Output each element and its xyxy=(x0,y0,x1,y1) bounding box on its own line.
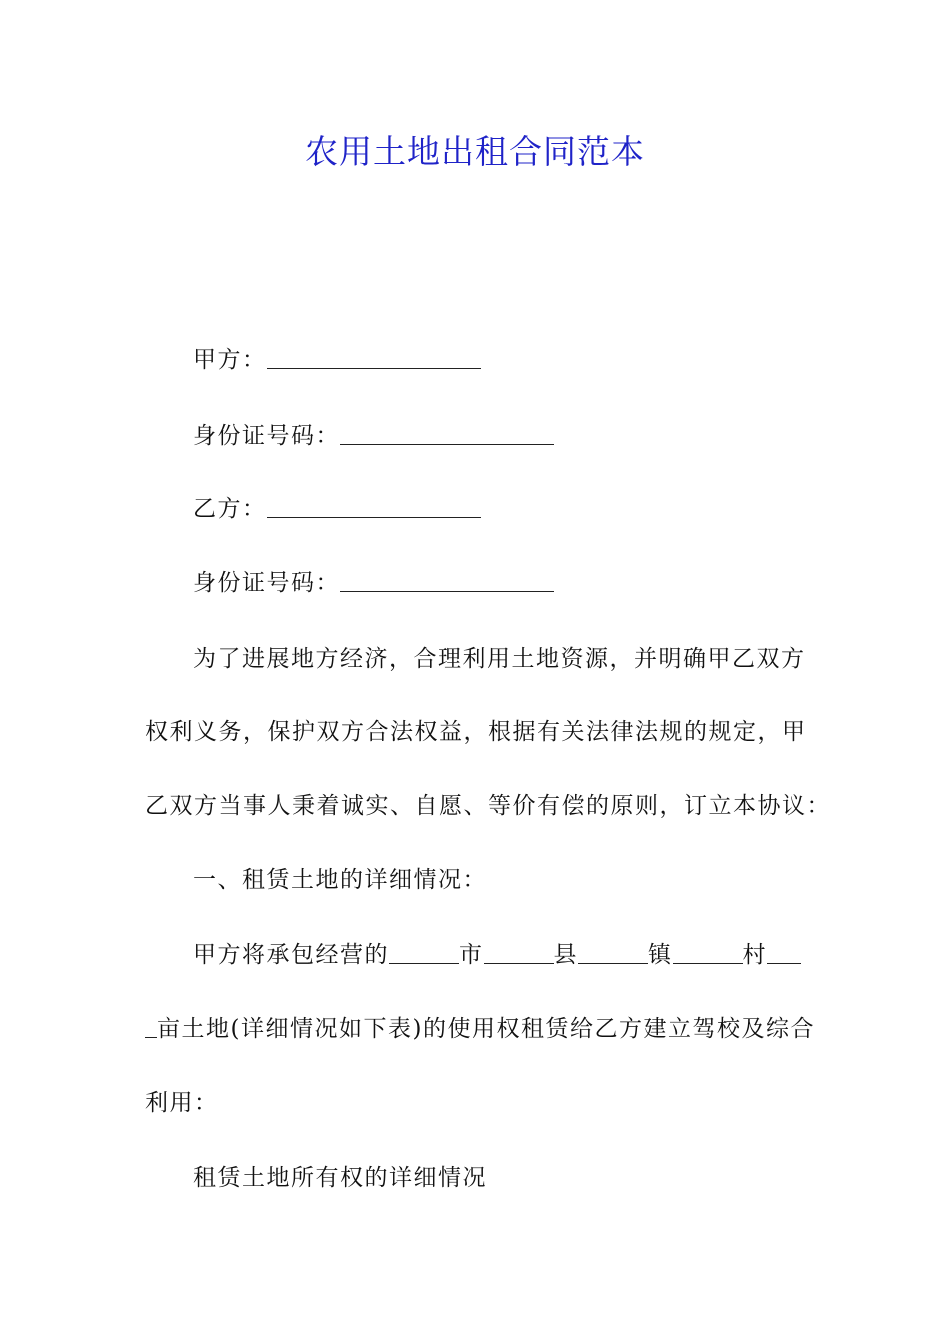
party-a-id-blank xyxy=(340,443,554,445)
party-a-label: 甲方： xyxy=(193,347,267,373)
section-1-heading: 一、租赁土地的详细情况： xyxy=(193,867,487,893)
table-caption: 租赁土地所有权的详细情况 xyxy=(193,1165,487,1191)
section-1-line-1 xyxy=(193,938,805,972)
county-blank xyxy=(484,962,554,964)
section-1-part1: 甲方将承包经营的 xyxy=(193,942,389,968)
preamble-line-1: 为了进展地方经济，合理利用土地资源，并明确甲乙双方 xyxy=(193,646,806,672)
village-label: 村 xyxy=(742,942,767,968)
party-a-blank xyxy=(267,367,481,369)
section-1-line-2 xyxy=(145,1012,815,1046)
party-b-id-label: 身份证号码： xyxy=(193,570,340,596)
county-label: 县 xyxy=(553,942,578,968)
party-b-field xyxy=(193,492,805,526)
party-a-id-label: 身份证号码： xyxy=(193,423,340,449)
party-b-id-blank xyxy=(340,590,554,592)
area-blank-start xyxy=(767,962,801,964)
party-b-id-field xyxy=(193,566,805,600)
city-label: 市 xyxy=(459,942,484,968)
town-blank xyxy=(578,962,648,964)
village-blank xyxy=(673,962,743,964)
party-a-field xyxy=(193,343,805,377)
section-1-line-2-text: 亩土地(详细情况如下表)的使用权租赁给乙方建立驾校及综合 xyxy=(157,1016,815,1042)
town-label: 镇 xyxy=(648,942,673,968)
party-b-label: 乙方： xyxy=(193,496,267,522)
city-blank xyxy=(389,962,459,964)
preamble-line-3: 乙双方当事人秉着诚实、自愿、等价有偿的原则，订立本协议： xyxy=(145,793,831,819)
section-1-line-3: 利用： xyxy=(145,1090,219,1116)
document-title: 农用土地出租合同范本 xyxy=(305,132,645,171)
area-blank-end xyxy=(145,1036,157,1038)
party-a-id-field xyxy=(193,419,805,453)
party-b-blank xyxy=(267,516,481,518)
preamble-line-2: 权利义务，保护双方合法权益，根据有关法律法规的规定，甲 xyxy=(145,719,807,745)
